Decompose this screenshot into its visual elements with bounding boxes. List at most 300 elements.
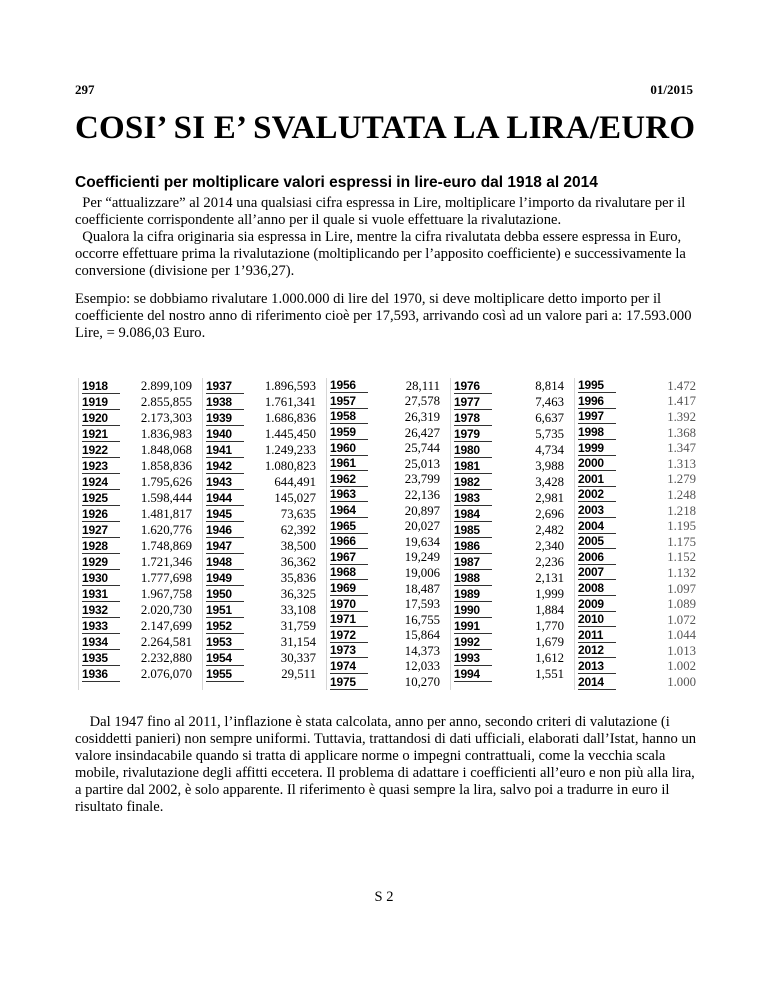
year-cell: 1938 bbox=[206, 395, 244, 410]
table-row bbox=[578, 628, 698, 644]
coefficient-cell: 7,463 bbox=[535, 395, 564, 409]
coefficient-cell: 2.899,109 bbox=[140, 379, 192, 393]
coefficient-cell: 1.598,444 bbox=[140, 491, 192, 505]
year-cell: 1966 bbox=[330, 534, 368, 549]
year-cell: 1972 bbox=[330, 628, 368, 643]
coefficient-cell: 36,362 bbox=[280, 555, 316, 569]
intro-paragraph: Per “attualizzare” al 2014 una qualsiasi cifra espressa in Lire, moltiplicare l’importo da rivalutare per il coefficiente corrispondente all’anno per il quale si vuole effettuare la rivalutazione. Qualora la cifra originaria sia espressa in Lire, mentre la cifra rivalutata debba essere espressa in Euro, occorre effettuare prima la rivalutazione (moltiplicando per l’apposito coefficiente) e successivamente la conversione (divisione per 1’936,27). bbox=[75, 195, 686, 279]
year-cell: 1927 bbox=[82, 523, 120, 538]
coefficient-cell: 1,551 bbox=[535, 667, 564, 681]
year-cell: 1990 bbox=[454, 603, 492, 618]
year-cell: 1953 bbox=[206, 635, 244, 650]
coefficient-cell: 1.445,450 bbox=[264, 427, 316, 441]
year-cell: 1920 bbox=[82, 411, 120, 426]
table-row bbox=[330, 534, 442, 550]
year-cell: 1918 bbox=[82, 379, 120, 394]
coefficient-cell: 1.013 bbox=[667, 643, 696, 658]
year-cell: 1944 bbox=[206, 491, 244, 506]
coefficient-cell: 28,111 bbox=[405, 378, 440, 393]
year-cell: 1973 bbox=[330, 643, 368, 658]
year-cell: 1939 bbox=[206, 411, 244, 426]
year-cell: 2003 bbox=[578, 503, 616, 518]
year-cell: 1996 bbox=[578, 394, 616, 409]
table-row bbox=[578, 472, 698, 488]
coefficient-cell: 1.097 bbox=[667, 581, 696, 596]
year-cell: 1965 bbox=[330, 519, 368, 534]
table-row bbox=[578, 456, 698, 472]
year-cell: 1928 bbox=[82, 539, 120, 554]
table-row bbox=[82, 634, 194, 650]
year-cell: 1934 bbox=[82, 635, 120, 650]
table-row bbox=[82, 490, 194, 506]
year-cell: 1999 bbox=[578, 441, 616, 456]
year-cell: 1967 bbox=[330, 550, 368, 565]
coefficient-cell: 1.152 bbox=[667, 550, 696, 565]
year-cell: 1946 bbox=[206, 523, 244, 538]
coefficient-cell: 1.080,823 bbox=[264, 459, 316, 473]
year-cell: 2000 bbox=[578, 456, 616, 471]
coefficient-cell: 1.967,758 bbox=[140, 587, 192, 601]
coefficient-cell: 22,136 bbox=[404, 487, 440, 502]
coefficient-cell: 2,696 bbox=[535, 507, 564, 521]
year-cell: 1958 bbox=[330, 409, 368, 424]
coefficient-cell: 19,006 bbox=[404, 565, 440, 580]
coefficient-cell: 1.472 bbox=[667, 378, 696, 393]
table-row bbox=[578, 518, 698, 534]
page-title: COSI’ SI E’ SVALUTATA LA LIRA/EURO bbox=[75, 110, 696, 146]
coefficient-cell: 1.279 bbox=[667, 472, 696, 487]
table-row bbox=[206, 490, 318, 506]
coefficient-cell: 1.313 bbox=[667, 456, 696, 471]
table-row bbox=[454, 474, 566, 490]
table-row bbox=[330, 596, 442, 612]
year-cell: 1962 bbox=[330, 472, 368, 487]
coefficient-cell: 1.347 bbox=[667, 441, 696, 456]
table-row bbox=[454, 490, 566, 506]
table-row bbox=[578, 643, 698, 659]
table-row bbox=[82, 426, 194, 442]
year-cell: 2012 bbox=[578, 643, 616, 658]
year-cell: 1961 bbox=[330, 456, 368, 471]
year-cell: 1949 bbox=[206, 571, 244, 586]
year-cell: 1980 bbox=[454, 443, 492, 458]
table-row bbox=[82, 586, 194, 602]
coefficient-cell: 644,491 bbox=[274, 475, 316, 489]
year-cell: 2010 bbox=[578, 612, 616, 627]
table-row bbox=[82, 474, 194, 490]
table-row bbox=[454, 458, 566, 474]
coefficient-cell: 36,325 bbox=[280, 587, 316, 601]
table-row bbox=[82, 602, 194, 618]
coefficient-cell: 2,482 bbox=[535, 523, 564, 537]
coefficient-cell: 1.089 bbox=[667, 597, 696, 612]
coefficient-cell: 1,884 bbox=[535, 603, 564, 617]
table-row bbox=[454, 650, 566, 666]
table-row bbox=[206, 506, 318, 522]
table-row bbox=[454, 538, 566, 554]
coefficient-cell: 1.620,776 bbox=[140, 523, 192, 537]
table-row bbox=[330, 565, 442, 581]
coefficient-cell: 27,578 bbox=[404, 394, 440, 409]
table-row bbox=[82, 538, 194, 554]
year-cell: 2006 bbox=[578, 550, 616, 565]
coefficient-cell: 2.264,581 bbox=[140, 635, 192, 649]
coefficient-cell: 31,154 bbox=[280, 635, 316, 649]
year-cell: 1942 bbox=[206, 459, 244, 474]
closing-paragraph: Dal 1947 fino al 2011, l’inflazione è stata calcolata, anno per anno, secondo criteri di valutazione (i cosiddetti panieri) non sempre uniformi. Tuttavia, trattandosi di dati ufficiali, elaborati dall’Istat, hanno un valore insindacabile quando si tratta di applicare norme o impegni contrattuali, come la vecchia scala mobile, rivalutazione degli affitti eccetera. Il problema di adattare i coefficienti all’euro e non più alla lira, a partire dal 2002, è solo apparente. Il riferimento è quasi sempre la lira, salvo poi a tradurre in euro il risultato finale. bbox=[75, 714, 697, 815]
year-cell: 1983 bbox=[454, 491, 492, 506]
coefficient-cell: 2,340 bbox=[535, 539, 564, 553]
year-cell: 1955 bbox=[206, 667, 244, 682]
table-row bbox=[206, 554, 318, 570]
coefficient-cell: 62,392 bbox=[280, 523, 316, 537]
coefficient-cell: 3,428 bbox=[535, 475, 564, 489]
table-row bbox=[454, 426, 566, 442]
table-row bbox=[578, 534, 698, 550]
year-cell: 1954 bbox=[206, 651, 244, 666]
year-cell: 2011 bbox=[578, 628, 616, 643]
table-row bbox=[206, 410, 318, 426]
table-row bbox=[578, 581, 698, 597]
document-date: 01/2015 bbox=[650, 82, 693, 97]
year-cell: 1959 bbox=[330, 425, 368, 440]
table-row bbox=[82, 394, 194, 410]
coefficient-cell: 25,013 bbox=[404, 456, 440, 471]
year-cell: 1936 bbox=[82, 667, 120, 682]
table-row bbox=[578, 674, 698, 690]
coefficients-table bbox=[78, 378, 698, 690]
year-cell: 1969 bbox=[330, 581, 368, 596]
coefficient-cell: 33,108 bbox=[280, 603, 316, 617]
table-row bbox=[206, 378, 318, 394]
table-row bbox=[330, 581, 442, 597]
year-cell: 1922 bbox=[82, 443, 120, 458]
year-cell: 1974 bbox=[330, 659, 368, 674]
table-row bbox=[454, 554, 566, 570]
table-row bbox=[206, 442, 318, 458]
table-row bbox=[82, 442, 194, 458]
table-row bbox=[330, 628, 442, 644]
year-cell: 1947 bbox=[206, 539, 244, 554]
coefficient-cell: 1.000 bbox=[667, 675, 696, 690]
page-footer: S 2 bbox=[374, 889, 394, 905]
year-cell: 1943 bbox=[206, 475, 244, 490]
year-cell: 1997 bbox=[578, 409, 616, 424]
year-cell: 1925 bbox=[82, 491, 120, 506]
year-cell: 1964 bbox=[330, 503, 368, 518]
coefficient-cell: 1.195 bbox=[667, 519, 696, 534]
year-cell: 1989 bbox=[454, 587, 492, 602]
year-cell: 1963 bbox=[330, 487, 368, 502]
year-cell: 1971 bbox=[330, 612, 368, 627]
coefficient-cell: 31,759 bbox=[280, 619, 316, 633]
coefficient-cell: 1.218 bbox=[667, 503, 696, 518]
table-row bbox=[206, 394, 318, 410]
year-cell: 2005 bbox=[578, 534, 616, 549]
coefficient-cell: 1,770 bbox=[535, 619, 564, 633]
coefficient-cell: 1.686,836 bbox=[264, 411, 316, 425]
table-row bbox=[82, 506, 194, 522]
table-row bbox=[330, 394, 442, 410]
table-row bbox=[82, 650, 194, 666]
table-row bbox=[578, 409, 698, 425]
table-row bbox=[206, 666, 318, 682]
year-cell: 2002 bbox=[578, 487, 616, 502]
table-row bbox=[578, 440, 698, 456]
coefficient-cell: 10,270 bbox=[404, 675, 440, 690]
coefficient-cell: 1.748,869 bbox=[140, 539, 192, 553]
coefficient-cell: 35,836 bbox=[280, 571, 316, 585]
coefficient-cell: 1.896,593 bbox=[264, 379, 316, 393]
year-cell: 2001 bbox=[578, 472, 616, 487]
year-cell: 1979 bbox=[454, 427, 492, 442]
coefficient-cell: 29,511 bbox=[281, 667, 316, 681]
table-row bbox=[330, 409, 442, 425]
table-row bbox=[578, 612, 698, 628]
table-row bbox=[206, 426, 318, 442]
year-cell: 1919 bbox=[82, 395, 120, 410]
table-row bbox=[82, 410, 194, 426]
table-row bbox=[82, 378, 194, 394]
table-row bbox=[454, 602, 566, 618]
table-row bbox=[578, 487, 698, 503]
coefficient-cell: 20,897 bbox=[404, 503, 440, 518]
table-row bbox=[454, 586, 566, 602]
coefficient-cell: 25,744 bbox=[404, 441, 440, 456]
table-row bbox=[454, 618, 566, 634]
table-row bbox=[206, 586, 318, 602]
year-cell: 1992 bbox=[454, 635, 492, 650]
year-cell: 1977 bbox=[454, 395, 492, 410]
year-cell: 1952 bbox=[206, 619, 244, 634]
table-row bbox=[454, 570, 566, 586]
table-row bbox=[206, 522, 318, 538]
coefficient-cell: 4,734 bbox=[535, 443, 564, 457]
coefficient-cell: 3,988 bbox=[535, 459, 564, 473]
coefficient-cell: 12,033 bbox=[404, 659, 440, 674]
year-cell: 1956 bbox=[330, 378, 368, 393]
table-row bbox=[578, 394, 698, 410]
table-row bbox=[82, 522, 194, 538]
year-cell: 1929 bbox=[82, 555, 120, 570]
coefficient-cell: 14,373 bbox=[404, 643, 440, 658]
table-row bbox=[454, 506, 566, 522]
year-cell: 2008 bbox=[578, 581, 616, 596]
table-row bbox=[454, 442, 566, 458]
year-cell: 1950 bbox=[206, 587, 244, 602]
coefficient-cell: 2,131 bbox=[535, 571, 564, 585]
table-row bbox=[578, 565, 698, 581]
table-row bbox=[330, 487, 442, 503]
year-cell: 1976 bbox=[454, 379, 492, 394]
table-row bbox=[454, 410, 566, 426]
coefficient-cell: 8,814 bbox=[535, 379, 564, 393]
table-row bbox=[330, 503, 442, 519]
coefficient-cell: 30,337 bbox=[280, 651, 316, 665]
table-row bbox=[330, 425, 442, 441]
table-column bbox=[202, 378, 318, 690]
coefficient-cell: 1.795,626 bbox=[140, 475, 192, 489]
coefficient-cell: 1.249,233 bbox=[264, 443, 316, 457]
table-row bbox=[454, 666, 566, 682]
coefficient-cell: 19,634 bbox=[404, 534, 440, 549]
coefficient-cell: 1.836,983 bbox=[140, 427, 192, 441]
table-row bbox=[330, 472, 442, 488]
coefficient-cell: 6,637 bbox=[535, 411, 564, 425]
coefficient-cell: 2,981 bbox=[535, 491, 564, 505]
table-row bbox=[578, 596, 698, 612]
coefficient-cell: 1.481,817 bbox=[140, 507, 192, 521]
table-row bbox=[206, 538, 318, 554]
year-cell: 1988 bbox=[454, 571, 492, 586]
coefficient-cell: 2.020,730 bbox=[140, 603, 192, 617]
coefficient-cell: 1.002 bbox=[667, 659, 696, 674]
year-cell: 1978 bbox=[454, 411, 492, 426]
table-row bbox=[82, 554, 194, 570]
year-cell: 1987 bbox=[454, 555, 492, 570]
coefficient-cell: 1.777,698 bbox=[140, 571, 192, 585]
table-row bbox=[454, 634, 566, 650]
table-row bbox=[330, 643, 442, 659]
year-cell: 1991 bbox=[454, 619, 492, 634]
table-row bbox=[454, 394, 566, 410]
table-row bbox=[330, 456, 442, 472]
year-cell: 1975 bbox=[330, 675, 368, 690]
coefficient-cell: 73,635 bbox=[280, 507, 316, 521]
table-row bbox=[82, 458, 194, 474]
year-cell: 2013 bbox=[578, 659, 616, 674]
year-cell: 1985 bbox=[454, 523, 492, 538]
document-number: 297 bbox=[75, 82, 95, 97]
year-cell: 2007 bbox=[578, 565, 616, 580]
coefficient-cell: 19,249 bbox=[404, 550, 440, 565]
coefficient-cell: 1.721,346 bbox=[140, 555, 192, 569]
coefficient-cell: 38,500 bbox=[280, 539, 316, 553]
year-cell: 1935 bbox=[82, 651, 120, 666]
table-row bbox=[206, 602, 318, 618]
coefficient-cell: 1.132 bbox=[667, 565, 696, 580]
coefficient-cell: 17,593 bbox=[404, 597, 440, 612]
year-cell: 1995 bbox=[578, 378, 616, 393]
year-cell: 1931 bbox=[82, 587, 120, 602]
coefficient-cell: 16,755 bbox=[404, 612, 440, 627]
year-cell: 1930 bbox=[82, 571, 120, 586]
coefficient-cell: 1,679 bbox=[535, 635, 564, 649]
coefficient-cell: 1.858,836 bbox=[140, 459, 192, 473]
year-cell: 1981 bbox=[454, 459, 492, 474]
coefficient-cell: 2.232,880 bbox=[140, 651, 192, 665]
table-row bbox=[578, 378, 698, 394]
table-row bbox=[206, 570, 318, 586]
example-paragraph: Esempio: se dobbiamo rivalutare 1.000.000 di lire del 1970, si deve moltiplicare detto importo per il coefficiente del nostro anno di riferimento cioè per 17,593, arrivando così ad un valore pari a: 17.593.000 Lire, = 9.086,03 Euro. bbox=[75, 291, 692, 341]
year-cell: 1957 bbox=[330, 394, 368, 409]
page-subtitle: Coefficienti per moltiplicare valori espressi in lire-euro dal 1918 al 2014 bbox=[75, 174, 598, 191]
table-row bbox=[578, 550, 698, 566]
year-cell: 2014 bbox=[578, 675, 616, 690]
table-row bbox=[454, 522, 566, 538]
year-cell: 1948 bbox=[206, 555, 244, 570]
year-cell: 1993 bbox=[454, 651, 492, 666]
coefficient-cell: 2.147,699 bbox=[140, 619, 192, 633]
year-cell: 1994 bbox=[454, 667, 492, 682]
table-row bbox=[82, 618, 194, 634]
year-cell: 1970 bbox=[330, 597, 368, 612]
coefficient-cell: 1.175 bbox=[667, 534, 696, 549]
table-row bbox=[330, 440, 442, 456]
coefficient-cell: 1.417 bbox=[667, 394, 696, 409]
table-row bbox=[330, 518, 442, 534]
table-row bbox=[206, 650, 318, 666]
coefficient-cell: 1.368 bbox=[667, 425, 696, 440]
table-row bbox=[206, 618, 318, 634]
table-row bbox=[330, 378, 442, 394]
year-cell: 1984 bbox=[454, 507, 492, 522]
coefficient-cell: 1,999 bbox=[535, 587, 564, 601]
year-cell: 1926 bbox=[82, 507, 120, 522]
coefficient-cell: 18,487 bbox=[404, 581, 440, 596]
table-row bbox=[206, 474, 318, 490]
year-cell: 1932 bbox=[82, 603, 120, 618]
coefficient-cell: 1.848,068 bbox=[140, 443, 192, 457]
table-row bbox=[578, 503, 698, 519]
coefficient-cell: 2.076,070 bbox=[140, 667, 192, 681]
year-cell: 1937 bbox=[206, 379, 244, 394]
table-row bbox=[330, 674, 442, 690]
coefficient-cell: 2.855,855 bbox=[140, 395, 192, 409]
table-column bbox=[326, 378, 442, 690]
table-column bbox=[574, 378, 698, 690]
year-cell: 2004 bbox=[578, 519, 616, 534]
coefficient-cell: 15,864 bbox=[404, 628, 440, 643]
year-cell: 1986 bbox=[454, 539, 492, 554]
table-row bbox=[330, 659, 442, 675]
coefficient-cell: 26,427 bbox=[404, 425, 440, 440]
table-column bbox=[78, 378, 194, 690]
table-column bbox=[450, 378, 566, 690]
coefficient-cell: 2,236 bbox=[535, 555, 564, 569]
table-row bbox=[578, 659, 698, 675]
table-row bbox=[206, 634, 318, 650]
coefficient-cell: 145,027 bbox=[274, 491, 316, 505]
table-row bbox=[206, 458, 318, 474]
table-row bbox=[82, 570, 194, 586]
coefficient-cell: 1.072 bbox=[667, 612, 696, 627]
year-cell: 1960 bbox=[330, 441, 368, 456]
table-row bbox=[330, 612, 442, 628]
year-cell: 1921 bbox=[82, 427, 120, 442]
table-row bbox=[454, 378, 566, 394]
coefficient-cell: 20,027 bbox=[404, 519, 440, 534]
year-cell: 1982 bbox=[454, 475, 492, 490]
coefficient-cell: 23,799 bbox=[404, 472, 440, 487]
coefficient-cell: 1.392 bbox=[667, 409, 696, 424]
year-cell: 1951 bbox=[206, 603, 244, 618]
year-cell: 2009 bbox=[578, 597, 616, 612]
year-cell: 1941 bbox=[206, 443, 244, 458]
coefficient-cell: 2.173,303 bbox=[140, 411, 192, 425]
year-cell: 1998 bbox=[578, 425, 616, 440]
year-cell: 1940 bbox=[206, 427, 244, 442]
table-row bbox=[578, 425, 698, 441]
coefficient-cell: 5,735 bbox=[535, 427, 564, 441]
coefficient-cell: 26,319 bbox=[404, 409, 440, 424]
coefficient-cell: 1,612 bbox=[535, 651, 564, 665]
table-row bbox=[330, 550, 442, 566]
year-cell: 1945 bbox=[206, 507, 244, 522]
coefficient-cell: 1.044 bbox=[667, 628, 696, 643]
year-cell: 1968 bbox=[330, 565, 368, 580]
table-row bbox=[82, 666, 194, 682]
